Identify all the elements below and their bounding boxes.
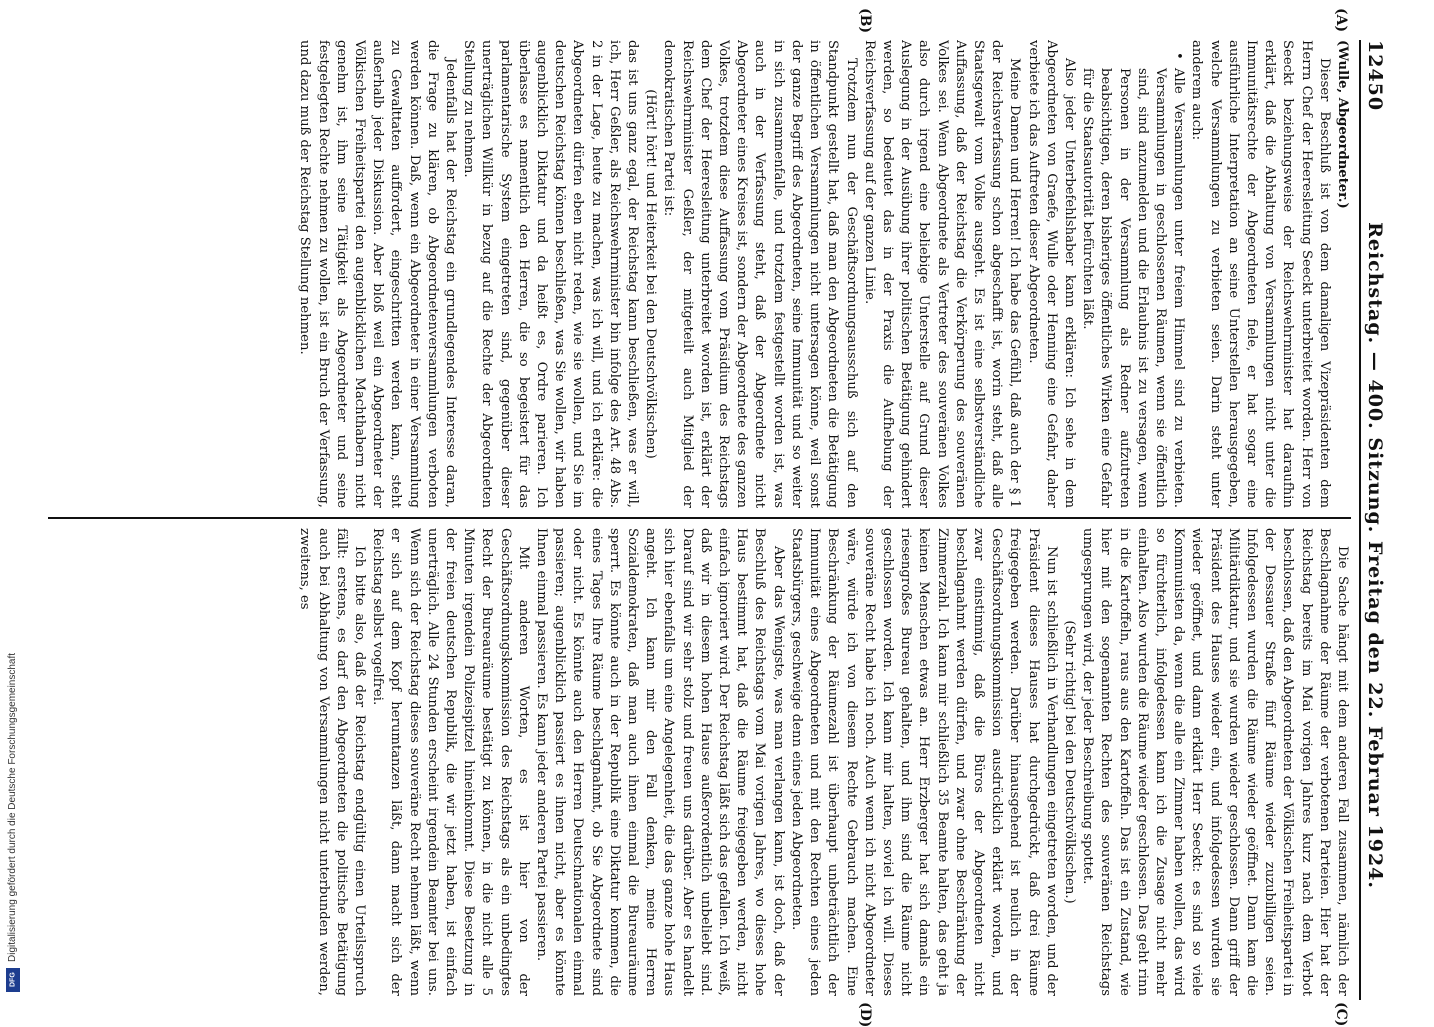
digitization-footer [6,292,20,992]
paragraph: Jedenfalls hat der Reichstag ein grundlegendes Interesse daran, die Frage zu klären, ob Abgeordnetenversammlungen verboten werden können. Daß, wenn ein Abgeordneter in einer Versammlung zu Gewalttaten auffordert, eingeschritten werden kann, steht außerhalb jeder Diskussion. Aber bloß weil ein Abgeordneter der Völkischen Freiheitspartei den augenblicklichen Machthabern nicht genehm ist, ihm seine Tätigkeit als Abgeordneter und seine festgelegten Rechte nehmen zu wollen, ist ein Bruch der Verfassung, und dazu muß der Reichstag Stellung nehmen. [297,40,459,508]
paragraph: Die Sache hängt mit dem anderen Fall zusammen, nämlich der Beschlagnahme der Räume der verbotenen Parteien. Hier hat der Reichstag bereits im Mai vorigen Jahres kurz nach dem Verbot beschlossen, daß den Abgeordneten der Völkischen Freiheitspartei in der Dessauer Straße fünf Räume wieder zuzubilligen seien. Infolgedessen wurden die Räume wieder geöffnet. Dann kam die Militärdiktatur, und sie wurden wieder geschlossen. Dann griff der Präsident des Hauses wieder ein, und infolgedessen wurden sie wieder geöffnet, und dann erklärt Herr Seeckt: es sind so viele Kommunisten da, wenn die alle ein Zimmer haben wollen, das wird so fürchterlich, infolgedessen kann ich die Zusage nicht mehr einhalten. Also wurden die Räume wieder geschlossen. Das geht rinn in die Kartoffeln, raus aus den Kartoffeln. Das ist ein Zustand, wie hier mit den sogenannten Rechten des souveränen Reichstags umgesprungen wird, der jeder Beschreibung spottet. [1080,528,1350,996]
paragraph: Also jeder Unterbefehlshaber kann erklären: Ich sehe in dem Abgeordneten von Graefe, Wulle oder Henning eine Gefahr, daher verbiete ich das Auftreten dieser Abgeordneten. [1025,40,1077,508]
paragraph: Nun ist schließlich in Verhandlungen eingetreten worden, und der Präsident dieses Hauses hat durchgedrückt, daß drei Räume freigegeben werden. Darüber hinausgehend ist neulich in der Geschäftsordnungskommission ausdrücklich erklärt worden, und zwar einstimmig, daß die Büros der Abgeordneten nicht beschlagnahmt werden dürfen, und zwar ohne Beschränkung der Zimmerzahl. Ich kann mir schließlich 35 Beamte halten, das geht ja keinen Menschen etwas an. Herr Erzberger hat sich damals ein riesengroßes Bureau gehalten, und ihm sind die Räume nicht geschlossen worden. Ich kann mir halten, soviel ich will. Dieses souveräne Recht habe ich noch. Auch wenn ich nicht Abgeordneter wäre, würde ich von diesem Rechte Gebrauch machen. Eine Beschränkung der Räumezahl ist überhaupt unbeträchtlich der Immunität eines Abgeordneten und mit den Rechten eines jeden Staatsbürgers, geschweige denn eines jeden Abgeordneten. [788,528,1059,996]
margin-marker-b: (B) [857,8,873,34]
paragraph: das ist uns ganz egal, der Reichstag kann beschließen, was er will, ich, Herr Geßler, als Reichswehrminister bin infolge des Art. 48 Abs. 2 in der Lage, heute zu machen, was ich will, und ich erkläre: die Abgeordneten dürfen eben nicht reden, wie sie wollen, und Sie im deutschen Reichstag können beschließen, was Sie wollen, wir haben augenblicklich Diktatur und da heißt es, Ordre parieren. Ich überlasse es namentlich den Herren, die so begeistert für das parlamentarische System eingetreten sind, gegenüber dieser unerträglichen Willkür in bezug auf die Rechte der Abgeordneten Stellung zu nehmen. [461,40,641,508]
page-number: 12450 [1364,40,1386,112]
page-header [1359,40,1393,1000]
funding-note: Digitalisierung gefördert durch die Deutsche Forschungsgemeinschaft [7,652,18,962]
margin-marker-a: (A) [1333,8,1349,33]
paragraph: Trotzdem nun der Geschäftsordnungsausschuß sich auf den Standpunkt gestellt hat, daß man den Abgeordneten die Betätigung in öffentlichen Versammlungen nicht untersagen könne, weil sonst der ganze Begriff des Abgeordneten, seine Immunität und so weiter in sich zusammenfalle, und trotzdem festgestellt worden ist, was auch in der Verfassung steht, daß der Abgeordnete nicht Abgeordneter eines Kreises ist, sondern der Abgeordnete des ganzen Volkes, trotzdem diese Auffassung vom Präsidium des Reichstags dem Chef der Heeresleitung unterbreitet worden ist, erklärt der Reichswehrminister Geßler, der mitgeteilt auch Mitglied der demokratischen Partei ist: [661,40,859,508]
rotated-page [48,8,1393,1027]
right-column [48,528,1351,996]
paragraph: Ich bitte also, daß der Reichstag endgültig einen Urteilsspruch fällt: erstens, es darf den Abgeordneten die politische Betätigung auch bei Abhaltung von Versammlungen nicht unterbunden werden, zweitens, es [297,528,368,996]
quote-list [1078,40,1187,508]
margin-marker-c: (C) [1333,1002,1349,1027]
interjection: (Sehr richtig! bei den Deutschvölkischen.) [1061,620,1077,904]
quote-item: • Alle Versammlungen unter freiem Himmel sind zu verbieten. Versammlungen in geschlossenen Räumen, wenn sie öffentlich sind, sind anzumelden und die Erlaubnis ist zu versagen, wenn Personen in der Versammlung als Redner aufzutreten beabsichtigen, deren bisheriges öffentliches Wirken eine Gefahr für die Staatsautorität befürchten läßt. [1078,68,1187,508]
margin-marker-d: (D) [857,1002,873,1027]
paragraph: Meine Damen und Herren! Ich habe das Gefühl, daß auch der § 1 der Reichsverfassung schon abgeschafft ist, worin steht, daß alle Staatsgewalt vom Volke ausgeht. Es ist eine selbstverständliche Auffassung, daß der Reichstag die Verkörperung des souveränen Volkes sei. Wenn Abgeordnete als Vertreter des souveränen Volkes also durch irgend eine beliebige Unterstelle auf Grund dieser Auslegung in der Ausübung ihrer politischen Betätigung gehindert werden, so bedeutet das in der Praxis die Aufhebung der Reichsverfassung auf der ganzen Linie. [861,40,1023,508]
paragraph: Aber das Wenigste, was man verlangen kann, ist doch, daß der Beschluß des Reichstags vom Mai vorigen Jahres, wo dieses hohe Haus bestimmt hat, daß die Räume freigegeben werden, nicht einfach ignoriert wird. Der Reichstag läßt sich das gefallen. Ich weiß, daß wir in diesem hohen Hause außerordentlich unbeliebt sind. Darauf sind wir sehr stolz und freuen uns darüber. Aber es handelt sich hier ebenfalls um eine Angelegenheit, die das ganze hohe Haus angeht. Ich kann mir den Fall denken, meine Herren Sozialdemokraten, daß man auch ihnen einmal die Bureauräume sperrt. Es könnte auch in der Republik eine Diktatur kommen, die eines Tages Ihre Räume beschlagnahmt, ob Sie Abgeordnete sind oder nicht. Es könnte auch den Herren Deutschnationalen einmal passieren; augenblicklich passiert es ihnen nicht, aber es könnte Ihnen einmal passieren. Es kann jeder anderen Partei passieren. [534,528,786,996]
dfg-logo: DFG [6,968,20,992]
left-column [48,40,1351,508]
speaker-label: (Wulle, Abgeordneter.) [1335,40,1350,209]
paragraph: Mit anderen Worten, es ist hier von der Geschäftsordnungskommission des Reichstags als ein unbedingtes Recht der Bureauräume bestätigt zu können, in die nicht alle 5 Minuten irgendein Polizeispitzel hineinkommt. Diese Besetzung in der freien deutschen Republik, die wir jetzt haben, ist einfach unerträglich. Alle 24 Stunden erscheint irgendein Beamter bei uns. Wenn sich der Reichstag dieses souveräne Recht nehmen läßt, wenn er sich auf dem Kopf herumtanzen läßt, dann macht sich der Reichstag selbst vogelfrei. [370,528,531,996]
paragraph: Dieser Beschluß ist von dem damaligen Vizepräsidenten dem Herrn Chef der Heeresleitung Seeckt unterbreitet worden. Herr von Seeckt beziehungsweise der Reichswehrminister hat daraufhin erklärt, daß die Abhaltung von Versammlungen nicht unter die Immunitätsrechte der Abgeordneten fiele, er hat sogar eine ausführliche Interpretation an seine Unterstellen herausgegeben, welche Versammlungen zu verbieten seien. Darin steht unter anderem auch: [1189,40,1332,508]
column-divider [48,517,1351,519]
page-title: Reichstag. — 400. Sitzung. Freitag den 22. Februar 1924. [1364,222,1386,890]
interjection: (Hört! hört! und Heiterkeit bei den Deutschvölkischen) [643,89,659,459]
